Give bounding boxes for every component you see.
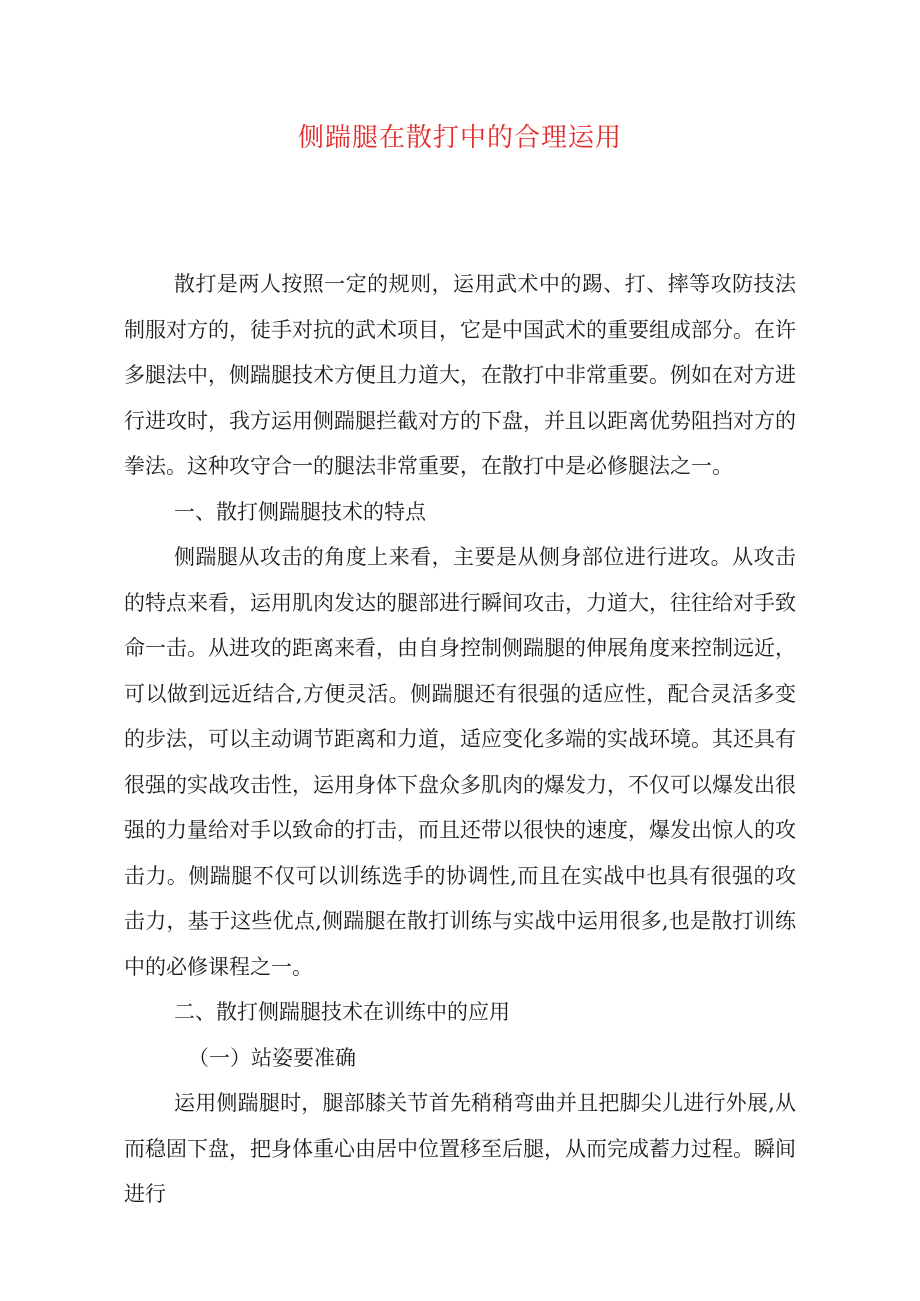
- document-title: 侧踹腿在散打中的合理运用: [297, 123, 622, 153]
- document-body: [124, 262, 796, 1218]
- section-heading-2: 二、散打侧踹腿技术在训练中的应用: [174, 1000, 510, 1024]
- intro-paragraph: 散打是两人按照一定的规则，运用武术中的踢、打、摔等攻防技法制服对方的，徒手对抗的武术项目，它是中国武术的重要组成部分。在许多腿法中，侧踹腿技术方便且力道大，在散打中非常重要。例如在对方进行进攻时，我方运用侧踹腿拦截对方的下盘，并且以距离优势阻挡对方的拳法。这种攻守合一的腿法非常重要，在散打中是必修腿法之一。: [124, 272, 796, 478]
- subsection-heading-1: （一）站姿要准确: [188, 1045, 356, 1070]
- stance-paragraph: 运用侧踹腿时，腿部膝关节首先稍稍弯曲并且把脚尖儿进行外展,从而稳固下盘，把身体重心由居中位置移至后腿，从而完成蓄力过程。瞬间进行: [124, 1091, 796, 1206]
- features-paragraph: 侧踹腿从攻击的角度上来看，主要是从侧身部位进行进攻。从攻击的特点来看，运用肌肉发达的腿部进行瞬间攻击，力道大，往往给对手致命一击。从进攻的距离来看，由自身控制侧踹腿的伸展角度来控制远近，可以做到远近结合,方便灵活。侧踹腿还有很强的适应性，配合灵活多变的步法，可以主动调节距离和力道，适应变化多端的实战环境。其还具有很强的实战攻击性，运用身体下盘众多肌肉的爆发力，不仅可以爆发出很强的力量给对手以致命的打击，而且还带以很快的速度，爆发出惊人的攻击力。侧踹腿不仅可以训练选手的协调性,而且在实战中也具有很强的攻击力，基于这些优点,侧踹腿在散打训练与实战中运用很多,也是散打训练中的必修课程之一。: [124, 545, 796, 979]
- section-heading-1: 一、散打侧踹腿技术的特点: [174, 499, 426, 524]
